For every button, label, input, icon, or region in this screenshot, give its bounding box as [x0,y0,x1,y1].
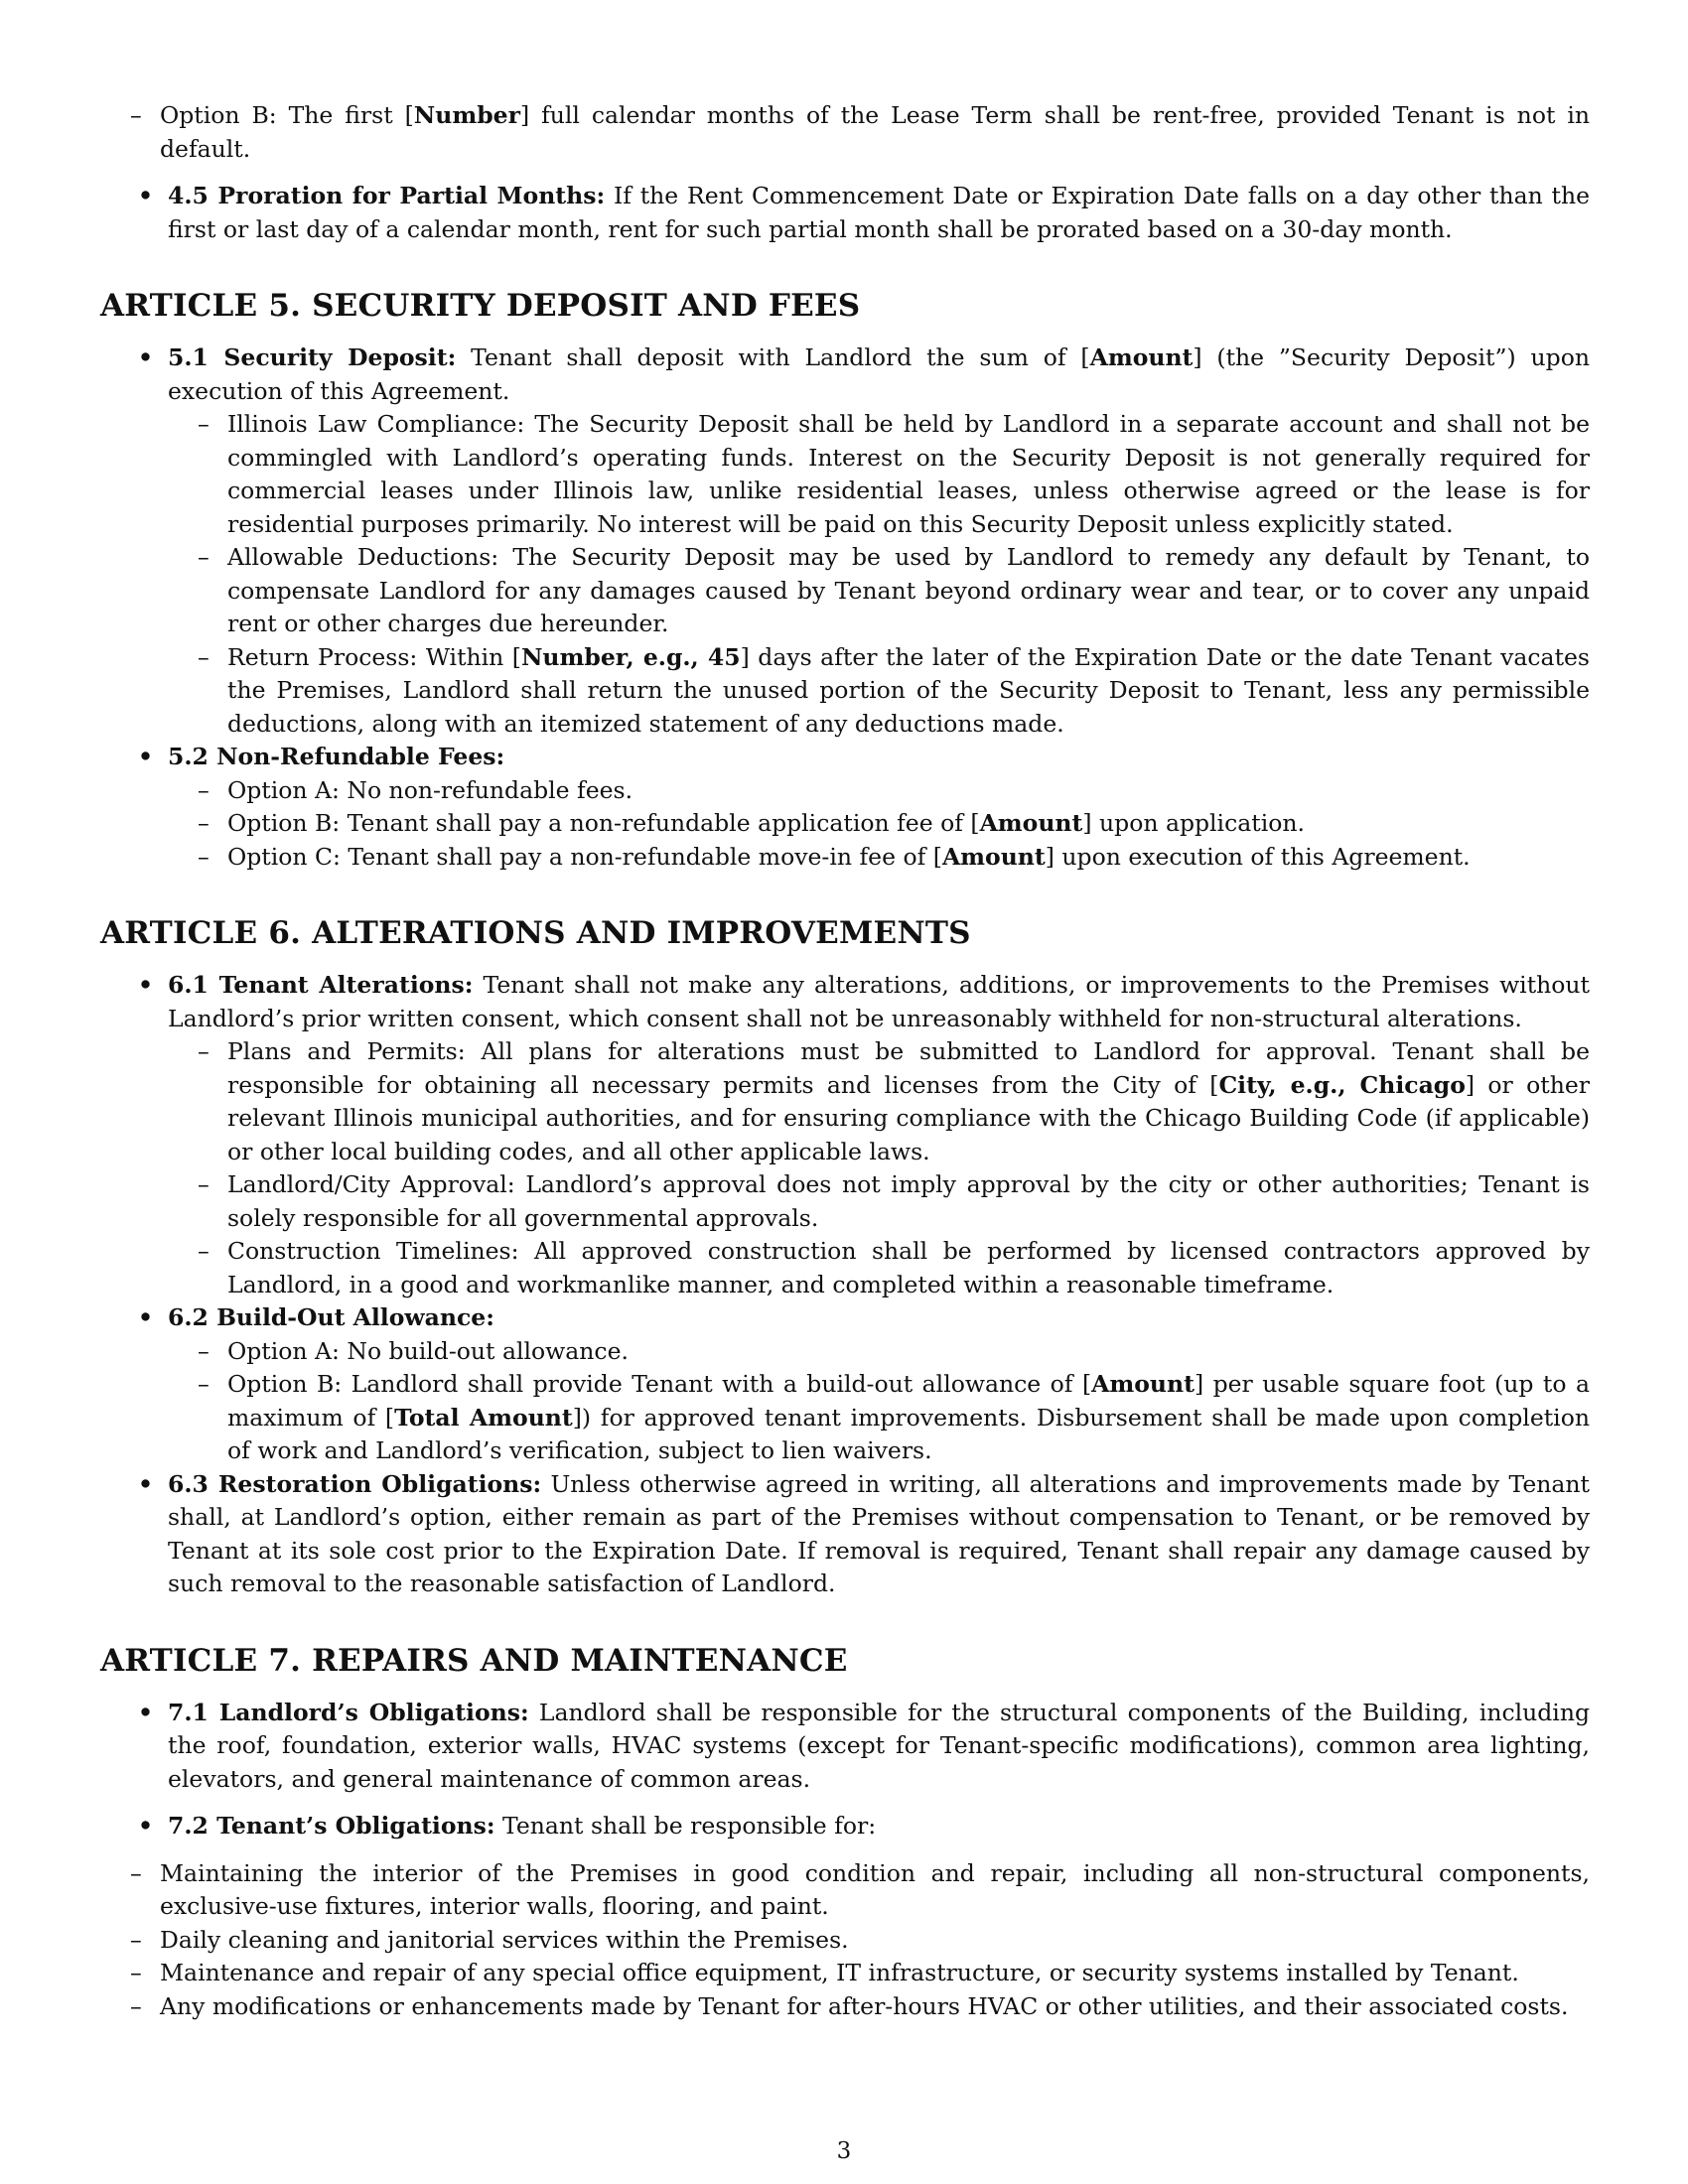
plans-and-permits: – Plans and Permits: All plans for alterations must be submitted to Landlord for approval. Tenant shall be responsible for obtaining all necessary permits and licenses from the City of [City, e.g., Chicago] or other relevant Illinois municipal authorities, and for ensuring compliance with the Chicago Building Code (if applicable) or other local building codes, and all other applicable laws. [168,1035,1590,1168]
section-4-5-heading: 4.5 Proration for Partial Months: [168,182,606,209]
allowable-deductions: – Allowable Deductions: The Security Deposit may be used by Landlord to remedy any default by Tenant, to compensate Landlord for any damages caused by Tenant beyond ordinary wear and tear, or to cover any unpaid rent or other charges due hereunder. [168,541,1590,641]
section-5-1: • 5.1 Security Deposit: Tenant shall deposit with Landlord the sum of [Amount] (the ”Security Deposit”) upon execution of this Agreement. – Illinois Law Compliance: The Security Deposit shall be held by Landlord in a separate account and shall not be commingled with Landlord’s operating funds. Interest on the Security Deposit is not generally required for commercial leases under Illinois law, unlike residential leases, unless otherwise agreed or the lease is for residential purposes primarily. No interest will be paid on this Security Deposit unless explicitly stated. – Allowable Deductions: The Security Deposit may be used by Landlord to remedy any default by Tenant, to compensate Landlord for any damages caused by Tenant beyond ordinary wear and tear, or to cover any unpaid rent or other charges due hereunder. – Return Process: Within [Number, e.g., 45] days after the later of the Expiration Date or the date Tenant vacates the Premises, Landlord shall return the unused portion of the Security Deposit to Tenant, less any permissible deductions, along with an itemized statement of any deductions made. [100,341,1590,741]
section-6-1-sublist [168,1035,1590,1301]
return-process: – Return Process: Within [Number, e.g., 45] days after the later of the Expiration Date or the date Tenant vacates the Premises, Landlord shall return the unused portion of the Security Deposit to Tenant, less any permissible deductions, along with an itemized statement of any deductions made. [168,641,1590,742]
section-6-3-heading: 6.3 Restoration Obligations: [168,1469,542,1498]
article-7-list [100,1697,1590,1797]
tenant-obligation-equipment: – Maintenance and repair of any special office equipment, IT infrastructure, or security systems installed by Tenant. [100,1957,1590,1990]
section-6-3: • 6.3 Restoration Obligations: Unless otherwise agreed in writing, all alterations and improvements made by Tenant shall, at Landlord’s option, either remain as part of the Premises without compensation to Tenant, or be removed by Tenant at its sole cost prior to the Expiration Date. If removal is required, Tenant shall repair any damage caused by such removal to the reasonable satisfaction of Landlord. [100,1468,1590,1601]
fee-option-b: – Option B: Tenant shall pay a non-refundable application fee of [Amount] upon application. [168,807,1590,841]
tenant-obligation-modifications: – Any modifications or enhancements made by Tenant for after-hours HVAC or other utilities, and their associated costs. [100,1990,1590,2024]
article-7-heading: ARTICLE 7. REPAIRS AND MAINTENANCE [100,1642,848,1679]
section-5-1-sublist [168,408,1590,741]
illinois-law-compliance: – Illinois Law Compliance: The Security Deposit shall be held by Landlord in a separate account and shall not be commingled with Landlord’s operating funds. Interest on the Security Deposit is not generally required for commercial leases under Illinois law, unlike residential leases, unless otherwise agreed or the lease is for residential purposes primarily. No interest will be paid on this Security Deposit unless explicitly stated. [168,408,1590,541]
landlord-city-approval: – Landlord/City Approval: Landlord’s approval does not imply approval by the city or other authorities; Tenant is solely responsible for all governmental approvals. [168,1168,1590,1235]
section-6-1-heading: 6.1 Tenant Alterations: [168,971,474,999]
section-7-2-sublist [100,1857,1590,2024]
section-5-2-sublist [168,774,1590,875]
section-5-2-heading: 5.2 Non-Refundable Fees: [168,743,505,770]
article-5-heading: ARTICLE 5. SECURITY DEPOSIT AND FEES [100,288,861,324]
section-4-5: • 4.5 Proration for Partial Months: If the Rent Commencement Date or Expiration Date falls on a day other than the first or last day of a calendar month, rent for such partial month shall be prorated based on a 30-day month. [100,180,1590,246]
construction-timelines: – Construction Timelines: All approved construction shall be performed by licensed contractors approved by Landlord, in a good and workmanlike manner, and completed within a reasonable timeframe. [168,1235,1590,1301]
tenant-obligation-cleaning: – Daily cleaning and janitorial services within the Premises. [100,1924,1590,1958]
section-7-1-heading: 7.1 Landlord’s Obligations: [168,1698,529,1726]
section-5-1-heading: 5.1 Security Deposit: [168,343,457,371]
section-4-list [100,180,1590,246]
continued-option-list [100,99,1590,166]
page-number: 3 [836,2138,852,2164]
article-6-heading: ARTICLE 6. ALTERATIONS AND IMPROVEMENTS [100,915,971,951]
fee-option-c: – Option C: Tenant shall pay a non-refundable move-in fee of [Amount] upon execution of this Agreement. [168,841,1590,875]
build-out-option-b: – Option B: Landlord shall provide Tenant with a build-out allowance of [Amount] per usable square foot (up to a maximum of [Total Amount]) for approved tenant improvements. Disbursement shall be made upon completion of work and Landlord’s verification, subject to lien waivers. [168,1368,1590,1468]
page-content [100,99,1590,2023]
section-5-2 [100,741,1590,874]
fee-option-a: – Option A: No non-refundable fees. [168,774,1590,808]
article-5-list [100,341,1590,874]
section-6-2-heading: 6.2 Build-Out Allowance: [168,1303,494,1331]
tenant-obligation-interior: – Maintaining the interior of the Premises in good condition and repair, including all non-structural components, exclusive-use fixtures, interior walls, flooring, and paint. [100,1857,1590,1924]
option-b-rent-free: – Option B: The first [Number] full calendar months of the Lease Term shall be rent-free, provided Tenant is not in default. [100,99,1590,166]
section-6-1: • 6.1 Tenant Alterations: Tenant shall not make any alterations, additions, or improvements to the Premises without Landlord’s prior written consent, which consent shall not be unreasonably withheld for non-structural alterations. – Plans and Permits: All plans for alterations must be submitted to Landlord for approval. Tenant shall be responsible for obtaining all necessary permits and licenses from the City of [City, e.g., Chicago] or other relevant Illinois municipal authorities, and for ensuring compliance with the Chicago Building Code (if applicable) or other local building codes, and all other applicable laws. – Landlord/City Approval: Landlord’s approval does not imply approval by the city or other authorities; Tenant is solely responsible for all governmental approvals. – Construction Timelines: All approved construction shall be performed by licensed contractors approved by Landlord, in a good and workmanlike manner, and completed within a reasonable timeframe. [100,969,1590,1301]
section-7-2-heading: 7.2 Tenant’s Obligations: [168,1812,495,1840]
build-out-option-a: – Option A: No build-out allowance. [168,1335,1590,1369]
section-6-2 [100,1301,1590,1468]
article-7-list-2 [100,1810,1590,1843]
section-6-2-sublist [168,1335,1590,1468]
article-6-list [100,969,1590,1601]
section-7-1: • 7.1 Landlord’s Obligations: Landlord shall be responsible for the structural components of the Building, including the roof, foundation, exterior walls, HVAC systems (except for Tenant-specific modifications), common area lighting, elevators, and general maintenance of common areas. [100,1697,1590,1797]
section-7-2: • 7.2 Tenant’s Obligations: Tenant shall be responsible for: [100,1810,1590,1843]
